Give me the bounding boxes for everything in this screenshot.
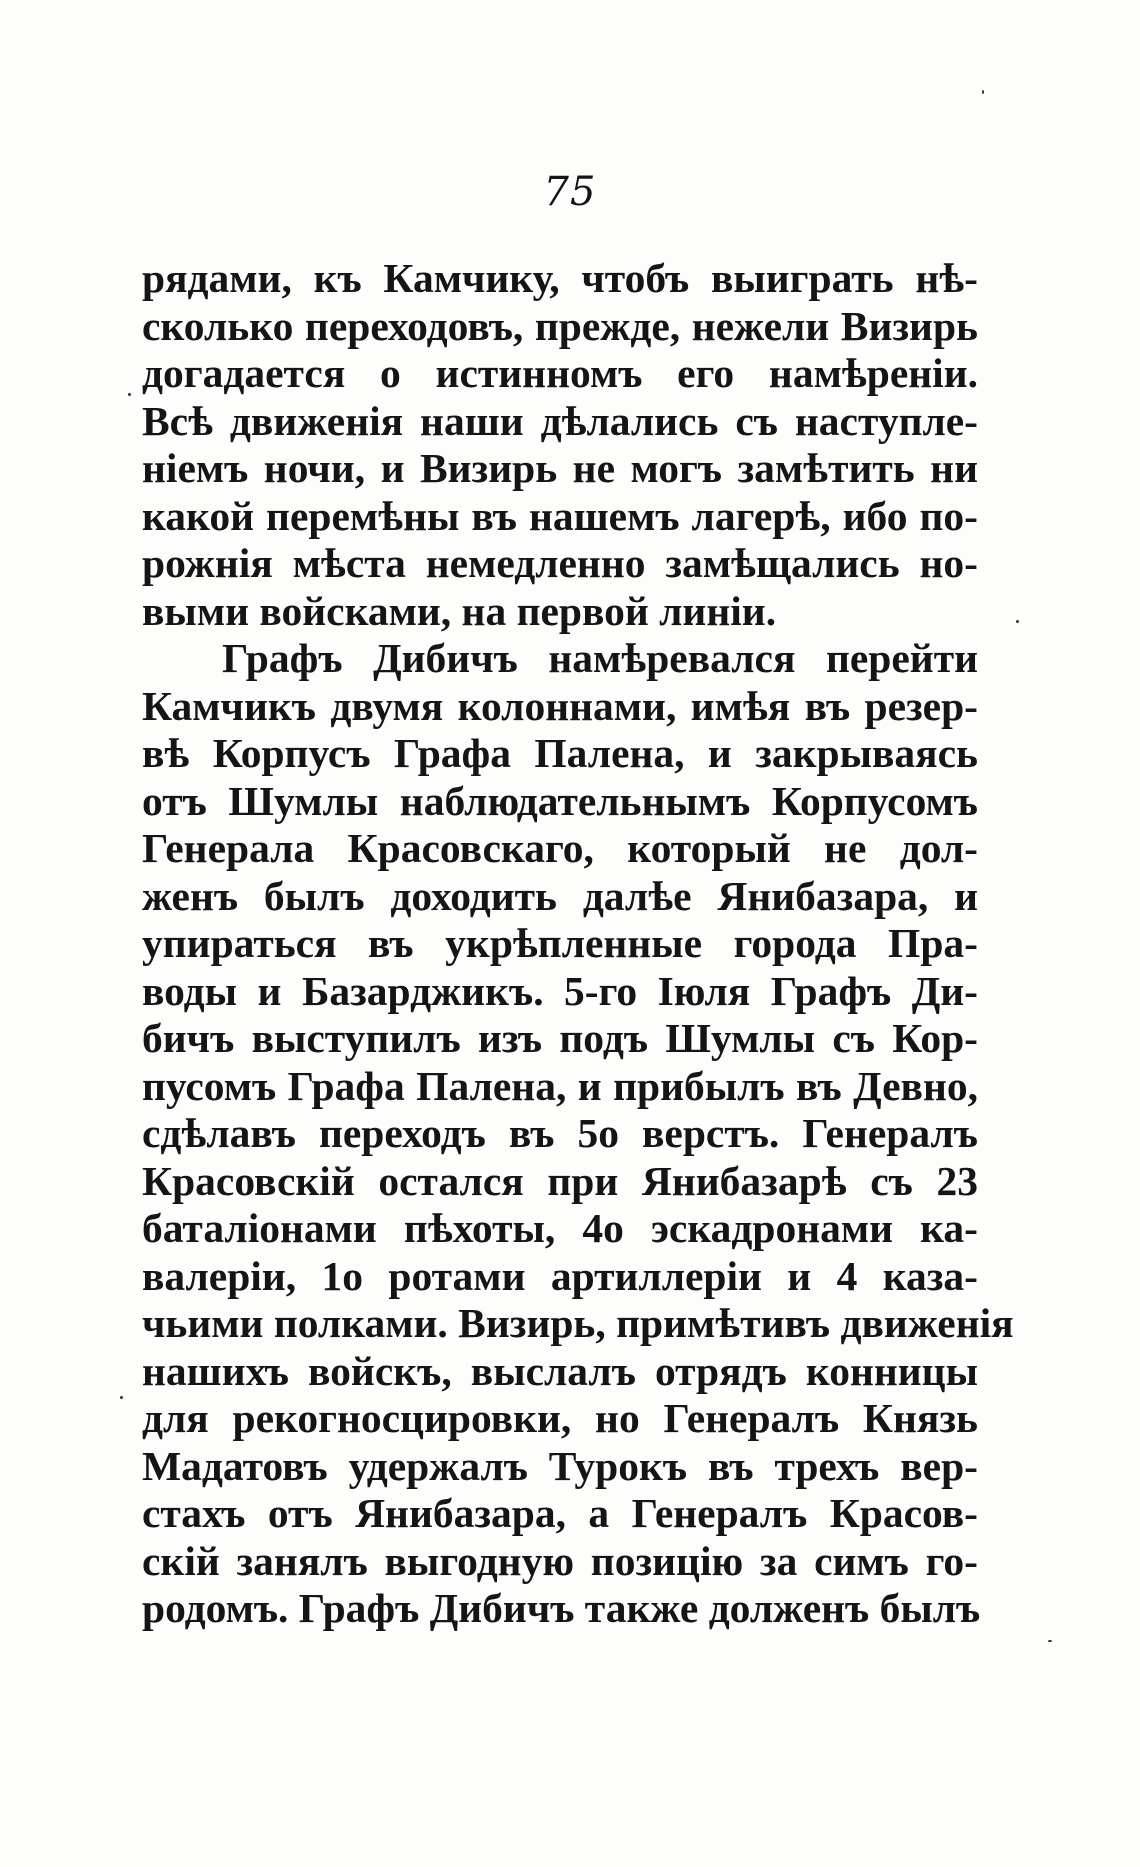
text-line: Красовскій остался при Янибазарѣ съ 23: [142, 1157, 978, 1204]
paper-speck: [120, 1396, 123, 1399]
text-line: нашихъ войскъ, выслалъ отрядъ конницы: [142, 1347, 978, 1394]
paper-speck: [982, 90, 984, 94]
text-line: Мадатовъ удержалъ Турокъ въ трехъ вер-: [142, 1442, 978, 1489]
text-line: вѣ Корпусъ Графа Палена, и закрываясь: [142, 730, 978, 776]
text-line: пусомъ Графа Палена, и прибылъ въ Девно,: [142, 1062, 978, 1109]
text-line: догадается о истинномъ его намѣреніи.: [142, 350, 978, 396]
text-line: рядами, къ Камчику, чтобъ выиграть нѣ-: [142, 255, 978, 301]
text-line: сдѣлавъ переходъ въ 5о верстъ. Генералъ: [142, 1110, 978, 1156]
text-line: Генерала Красовскаго, который не дол-: [142, 825, 978, 871]
paragraph-2: [142, 635, 1014, 1633]
text-line: баталіонами пѣхоты, 4о эскадронами ка-: [142, 1205, 978, 1251]
paper-speck: [1016, 620, 1019, 623]
text-line: ніемъ ночи, и Визирь не могъ замѣтить ни: [142, 445, 978, 491]
text-line: отъ Шумлы наблюдательнымъ Корпусомъ: [142, 777, 978, 824]
paper-speck: [128, 393, 131, 396]
paragraph-1: [142, 255, 978, 635]
text-line: родомъ. Графъ Дибичъ также долженъ былъ: [142, 1585, 981, 1631]
text-line: упираться въ укрѣпленные города Пра-: [142, 920, 978, 966]
text-line: Камчикъ двумя колоннами, имѣя въ резер-: [142, 682, 978, 729]
text-line: валеріи, 1о ротами артиллеріи и 4 каза-: [142, 1252, 978, 1299]
text-line: Всѣ движенія наши дѣлались съ наступле-: [142, 397, 978, 444]
text-line: выми войсками, на первой линіи.: [142, 587, 777, 634]
page-number: 75: [543, 169, 597, 215]
text-line: женъ былъ доходить далѣе Янибазара, и: [142, 872, 978, 919]
text-line: какой перемѣны въ нашемъ лагерѣ, ибо по-: [142, 492, 978, 539]
paper-speck: [1048, 1640, 1052, 1642]
text-line: бичъ выступилъ изъ подъ Шумлы съ Кор-: [142, 1015, 978, 1061]
text-line: рожнія мѣста немедленно замѣщались но-: [142, 540, 978, 586]
text-line: стахъ отъ Янибазара, а Генералъ Красов-: [142, 1490, 978, 1536]
text-line: воды и Базарджикъ. 5-го Іюля Графъ Ди-: [142, 967, 978, 1014]
text-line: чьими полками. Визирь, примѣтивъ движенія: [142, 1300, 1014, 1346]
text-line: Графъ Дибичъ намѣревался перейти: [222, 635, 978, 681]
body-text: [142, 255, 1014, 1633]
text-line: скій занялъ выгодную позицію за симъ го-: [142, 1537, 978, 1584]
text-line: для рекогносцировки, но Генералъ Князь: [142, 1395, 978, 1441]
text-line: сколько переходовъ, прежде, нежели Визирь: [142, 302, 978, 349]
